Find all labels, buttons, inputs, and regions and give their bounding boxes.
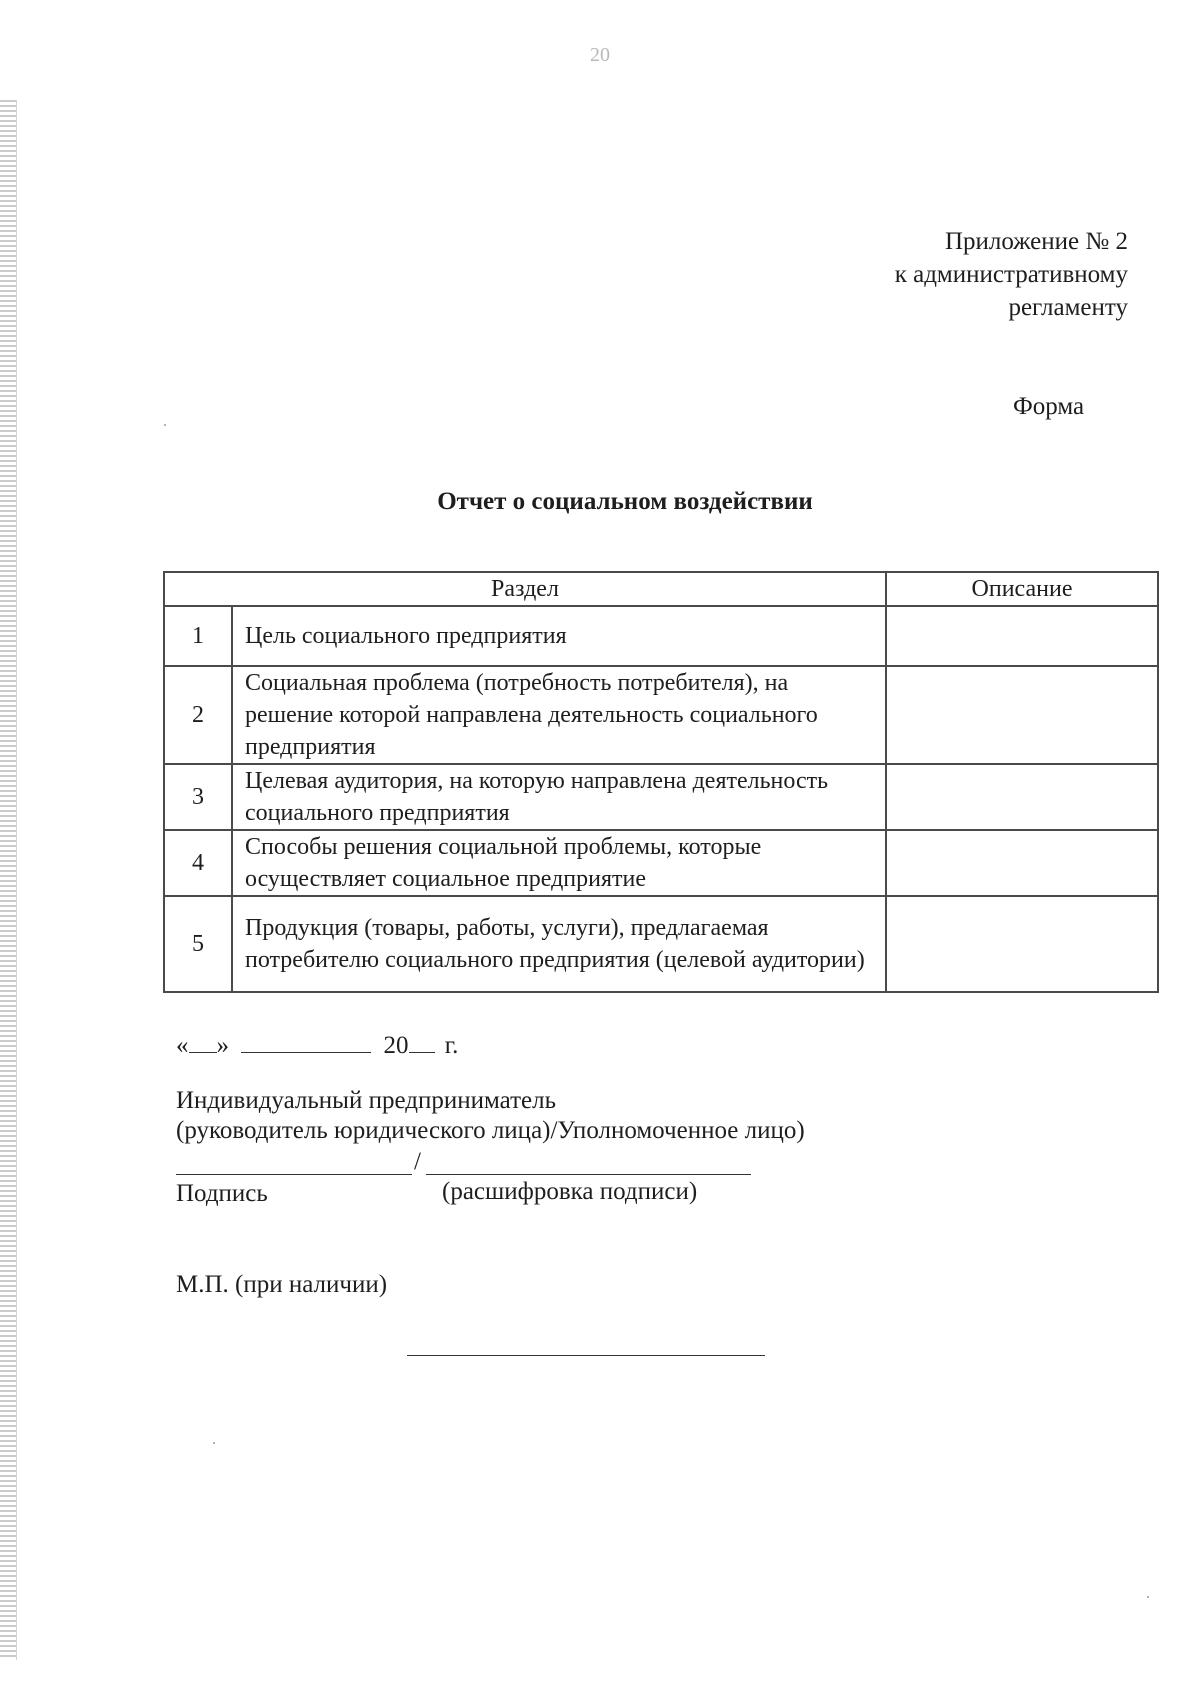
bottom-blank-line: [407, 1355, 765, 1356]
scan-speck: [164, 424, 166, 426]
row-section: Способы решения социальной проблемы, которые осуществляет социальное предприятие: [232, 830, 886, 896]
signature-caption: Подпись: [176, 1180, 268, 1207]
appendix-line-3: регламенту: [1008, 294, 1128, 321]
signature-decoding-blank[interactable]: [426, 1174, 751, 1175]
year-blank[interactable]: [409, 1030, 435, 1053]
appendix-line-2: к административному: [894, 261, 1128, 288]
scan-speck: [1147, 1596, 1149, 1598]
page-number: 20: [590, 44, 610, 66]
scan-edge-line: [16, 100, 17, 1660]
row-section: Целевая аудитория, на которую направлена деятельность социального предприятия: [232, 764, 886, 830]
signer-line-2: (руководитель юридического лица)/Уполномоченное лицо): [176, 1117, 805, 1144]
signer-block: [176, 1086, 805, 1146]
table-row: [164, 896, 1158, 992]
header-section: Раздел: [164, 572, 886, 606]
year-prefix: 20: [383, 1032, 409, 1059]
date-open-quote: «: [176, 1032, 189, 1059]
signature-separator: /: [414, 1148, 421, 1175]
table-row: [164, 606, 1158, 666]
row-number: 4: [164, 830, 232, 896]
row-section: Продукция (товары, работы, услуги), предлагаемая потребителю социального предприятия (целевой аудитории): [232, 896, 886, 992]
signature-blank[interactable]: [176, 1174, 412, 1175]
day-blank[interactable]: [189, 1030, 217, 1053]
row-description-cell[interactable]: [886, 896, 1158, 992]
table-row: [164, 764, 1158, 830]
signature-decoding-caption: (расшифровка подписи): [442, 1178, 698, 1205]
seal-label: М.П. (при наличии): [176, 1271, 388, 1298]
signer-line-1: Индивидуальный предприниматель: [176, 1087, 556, 1114]
report-table: [163, 571, 1159, 993]
table-row: [164, 830, 1158, 896]
month-blank[interactable]: [241, 1030, 371, 1053]
row-description-cell[interactable]: [886, 666, 1158, 764]
table-row: [164, 666, 1158, 764]
table-header-row: [164, 572, 1158, 606]
row-description-cell[interactable]: [886, 764, 1158, 830]
year-suffix: г.: [444, 1032, 459, 1059]
document-title: Отчет о социальном воздействии: [437, 488, 813, 515]
scan-speck: [213, 1442, 215, 1444]
row-number: 2: [164, 666, 232, 764]
row-section: Социальная проблема (потребность потребителя), на решение которой направлена деятельность социального предприятия: [232, 666, 886, 764]
row-description-cell[interactable]: [886, 606, 1158, 666]
row-number: 3: [164, 764, 232, 830]
row-number: 5: [164, 896, 232, 992]
appendix-line-1: Приложение № 2: [944, 228, 1128, 255]
scan-binding-edge: [0, 100, 16, 1660]
form-label: Форма: [1013, 393, 1085, 420]
row-number: 1: [164, 606, 232, 666]
date-close-quote: »: [216, 1032, 229, 1059]
header-description: Описание: [886, 572, 1158, 606]
row-description-cell[interactable]: [886, 830, 1158, 896]
row-section: Цель социального предприятия: [232, 606, 886, 666]
appendix-header: [895, 225, 1128, 324]
date-field: [176, 1030, 458, 1060]
signature-lines: [176, 1148, 751, 1176]
